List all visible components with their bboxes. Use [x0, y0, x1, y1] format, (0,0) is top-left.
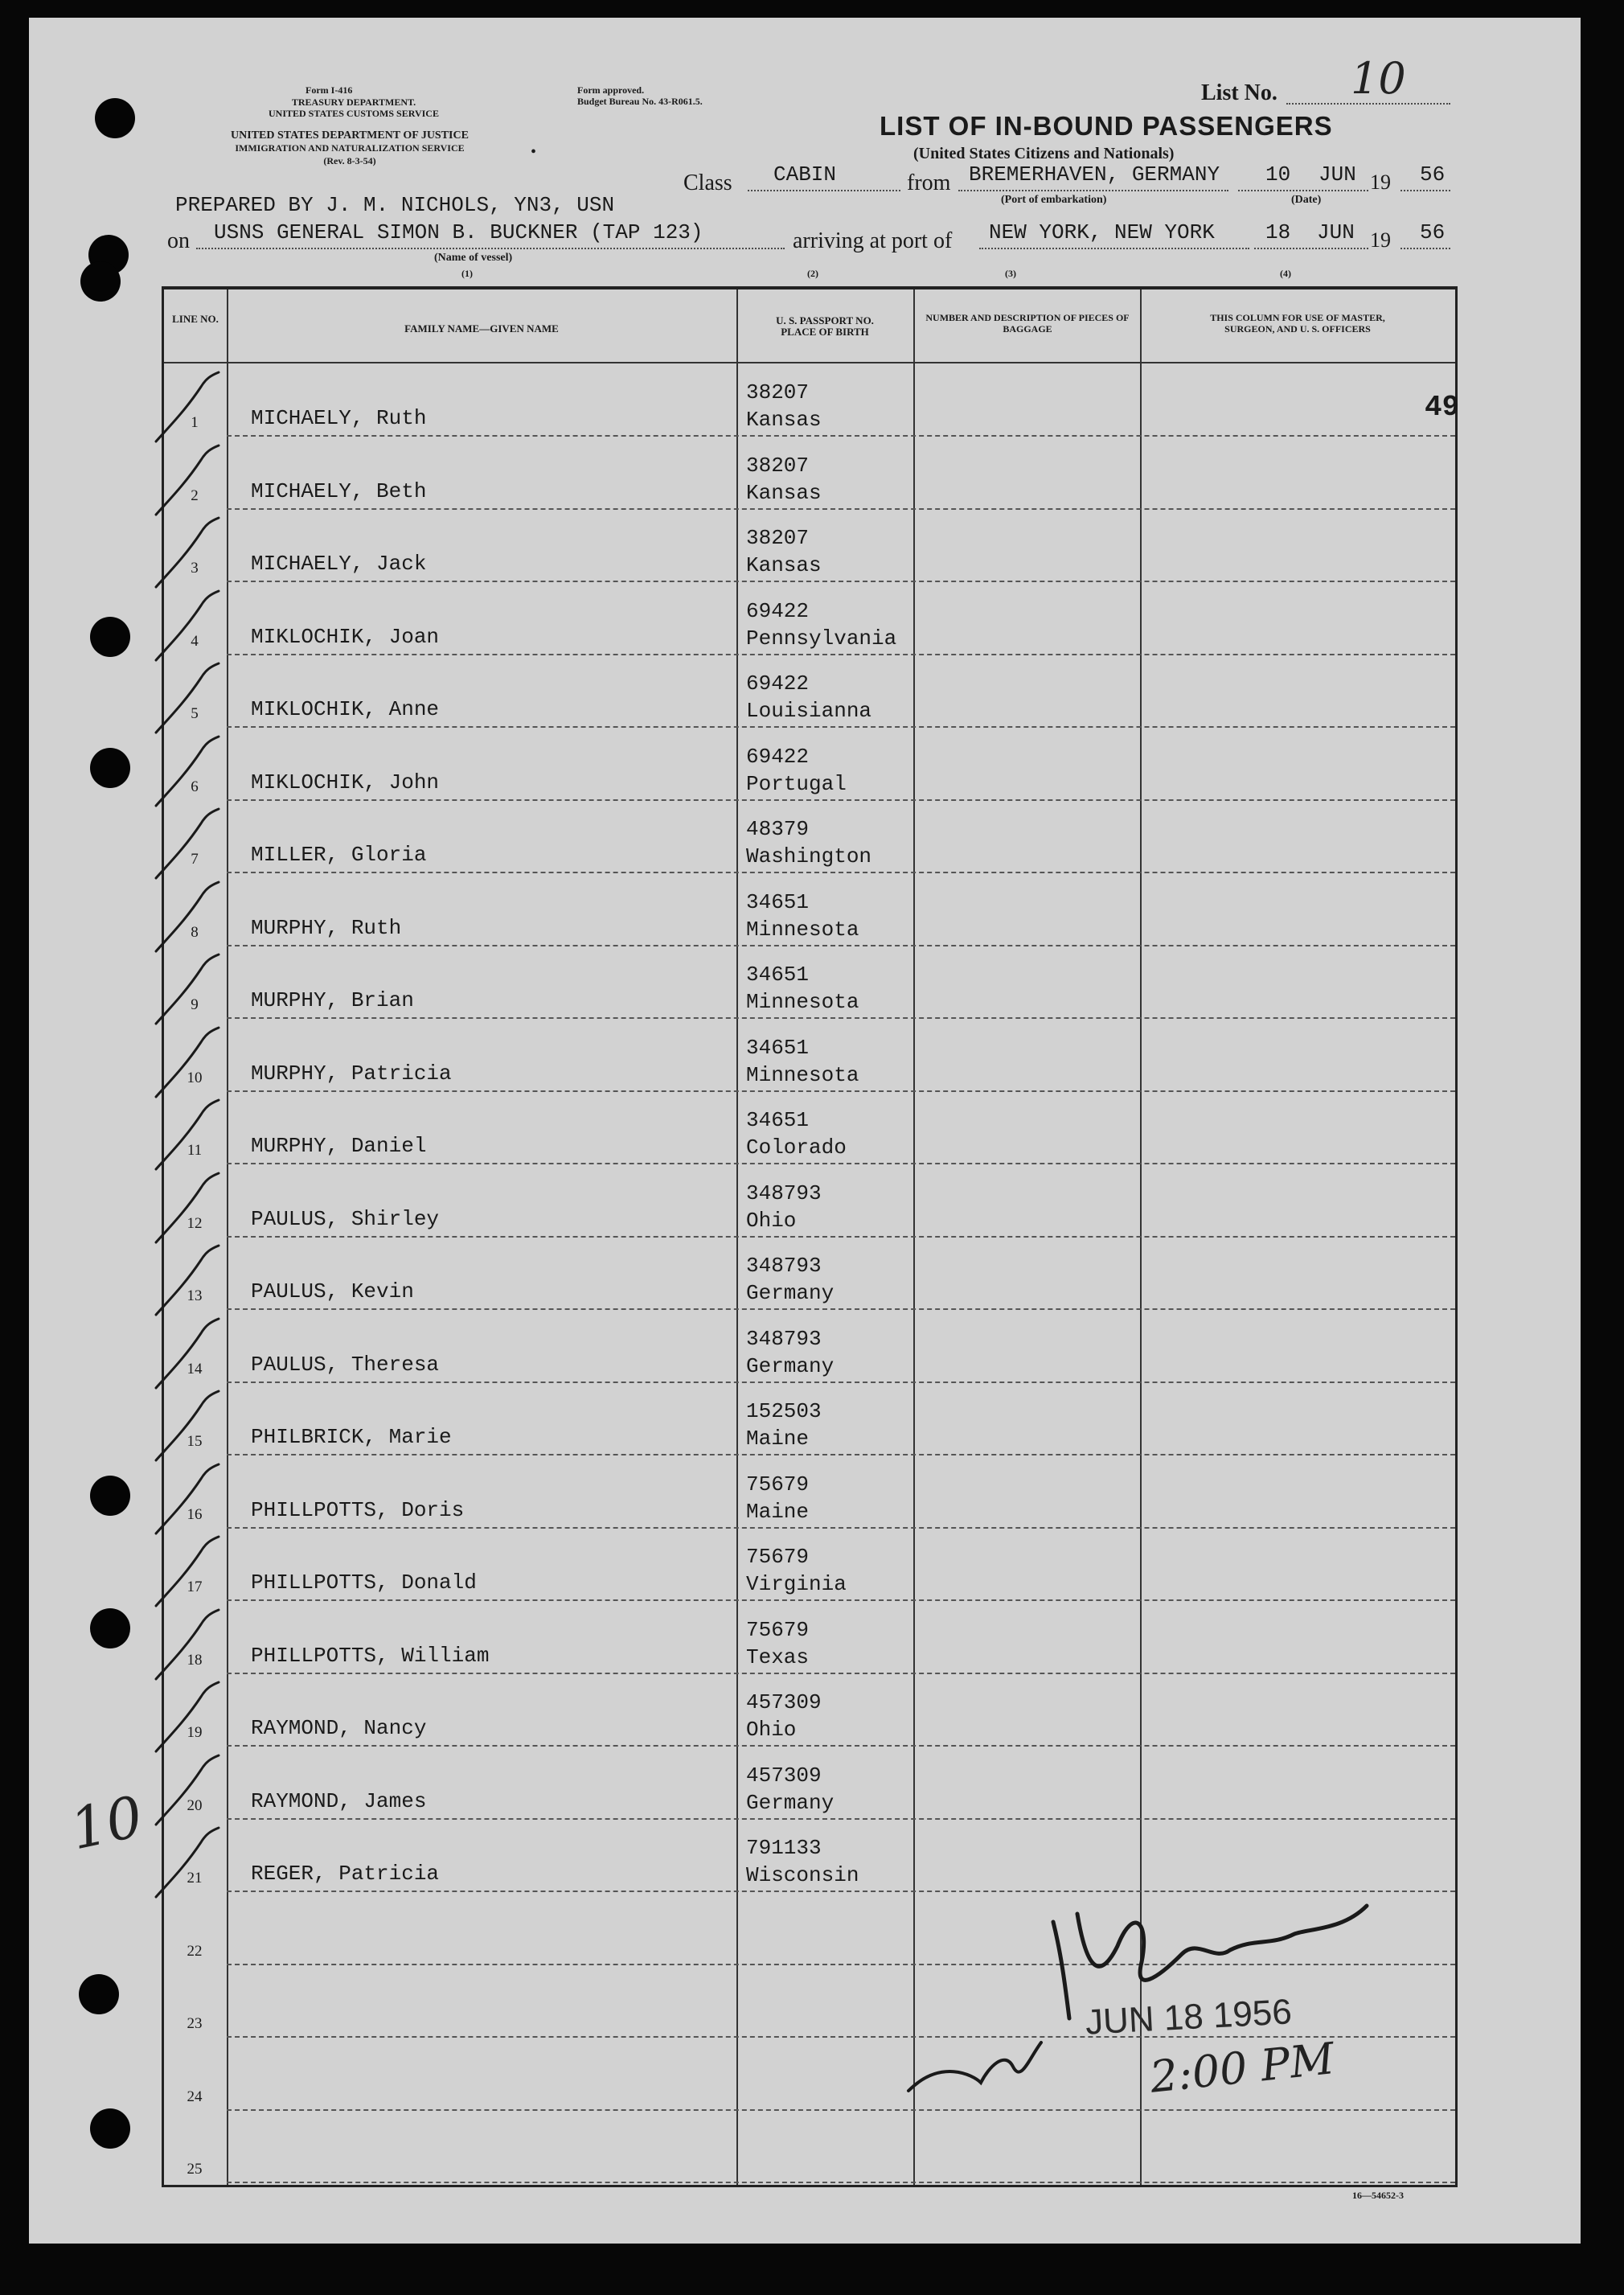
- table-row: [164, 364, 1455, 437]
- column-number-1: (1): [461, 268, 473, 279]
- line-number: 14: [187, 1360, 203, 1377]
- place-of-birth: Minnesota: [746, 990, 859, 1014]
- place-of-birth: Germany: [746, 1353, 835, 1378]
- embarkation-line: [958, 190, 1228, 191]
- header-line-no: LINE NO.: [172, 313, 219, 325]
- table-row: [164, 1165, 1455, 1238]
- line-number: 17: [187, 1579, 203, 1595]
- table-row: [164, 1529, 1455, 1601]
- line-number: 4: [191, 632, 199, 650]
- embarkation-port: BREMERHAVEN, GERMANY: [969, 162, 1220, 187]
- place-of-birth: Maine: [746, 1499, 810, 1524]
- passport-number: 75679: [746, 1617, 810, 1642]
- justice-line: UNITED STATES DEPARTMENT OF JUSTICE: [231, 129, 469, 142]
- passport-number: 69422: [746, 671, 810, 696]
- line-number: 6: [191, 778, 199, 795]
- customs-line: UNITED STATES CUSTOMS SERVICE: [269, 108, 439, 119]
- date-caption: (Date): [1291, 194, 1322, 206]
- passenger-name: PHILBRICK, Marie: [251, 1425, 452, 1449]
- place-of-birth: Ohio: [746, 1718, 797, 1742]
- table-row: [164, 1020, 1455, 1092]
- passenger-name: RAYMOND, James: [251, 1788, 427, 1813]
- table-row: [164, 2111, 1455, 2183]
- line-number: 11: [187, 1142, 203, 1159]
- line-number: 5: [191, 705, 199, 722]
- line-number: 24: [187, 2088, 203, 2105]
- passport-number: 38207: [746, 380, 810, 404]
- line-number: 2: [191, 487, 199, 504]
- place-of-birth: Germany: [746, 1281, 835, 1305]
- header-passport: U. S. PASSPORT NO. PLACE OF BIRTH: [776, 314, 874, 338]
- prepared-by: PREPARED BY J. M. NICHOLS, YN3, USN: [175, 193, 615, 217]
- passport-number: 457309: [746, 1690, 822, 1714]
- place-of-birth: Pennsylvania: [746, 626, 897, 651]
- passenger-name: PHILLPOTTS, William: [251, 1643, 490, 1668]
- line-number: 8: [191, 923, 199, 941]
- place-of-birth: Minnesota: [746, 917, 859, 942]
- passport-number: 34651: [746, 1108, 810, 1132]
- header-officers: THIS COLUMN FOR USE OF MASTER, SURGEON, AND U. S. OFFICERS: [1210, 312, 1385, 335]
- passenger-name: PHILLPOTTS, Doris: [251, 1497, 465, 1522]
- passport-number: 152503: [746, 1399, 822, 1423]
- passport-number: 348793: [746, 1254, 822, 1278]
- passport-number: 791133: [746, 1836, 822, 1860]
- binder-hole: [90, 2108, 130, 2149]
- line-number: 9: [191, 996, 199, 1013]
- table-row: [164, 1747, 1455, 1820]
- place-of-birth: Minnesota: [746, 1062, 859, 1087]
- class-label: Class: [683, 170, 732, 195]
- passenger-name: MURPHY, Ruth: [251, 915, 402, 940]
- passenger-name: PAULUS, Shirley: [251, 1206, 440, 1231]
- class-line: [748, 190, 900, 191]
- passport-number: 69422: [746, 744, 810, 769]
- table-row: [164, 1674, 1455, 1747]
- passport-number: 69422: [746, 598, 810, 623]
- line-number: 25: [187, 2161, 203, 2178]
- place-of-birth: Louisianna: [746, 699, 872, 723]
- column-number-4: (4): [1280, 268, 1291, 279]
- form-approved: Form approved.: [577, 84, 645, 96]
- table-row: [164, 729, 1455, 801]
- place-of-birth: Texas: [746, 1644, 810, 1669]
- arriving-label: arriving at port of: [793, 228, 953, 253]
- treasury-line: TREASURY DEPARTMENT.: [291, 96, 416, 108]
- header-rule: [164, 362, 1455, 363]
- binder-hole: [80, 261, 121, 302]
- binder-hole: [90, 1476, 130, 1516]
- list-number-value: 10: [1351, 53, 1406, 104]
- passport-number: 34651: [746, 889, 810, 914]
- table-row: [164, 1456, 1455, 1529]
- passenger-name: RAYMOND, Nancy: [251, 1716, 427, 1740]
- place-of-birth: Kansas: [746, 553, 822, 577]
- passenger-name: PHILLPOTTS, Donald: [251, 1570, 477, 1595]
- place-of-birth: Colorado: [746, 1135, 847, 1160]
- line-number: 22: [187, 1942, 203, 1960]
- passport-number: 75679: [746, 1545, 810, 1569]
- margin-number: 10: [64, 1783, 149, 1863]
- departure-day: 10: [1265, 162, 1291, 187]
- arrival-year: 56: [1420, 220, 1446, 244]
- table-row: [164, 1092, 1455, 1164]
- passenger-name: MILLER, Gloria: [251, 843, 427, 867]
- passport-number: 48379: [746, 817, 810, 841]
- place-of-birth: Washington: [746, 844, 872, 868]
- place-of-birth: Maine: [746, 1427, 810, 1451]
- passenger-name: MURPHY, Patricia: [251, 1061, 452, 1086]
- row-rule: [227, 2182, 1455, 2183]
- passenger-name: MURPHY, Daniel: [251, 1134, 427, 1158]
- page-title: LIST OF IN-BOUND PASSENGERS: [880, 111, 1333, 141]
- form-number: Form I-416: [306, 84, 353, 96]
- line-number: 12: [187, 1214, 203, 1232]
- line-number: 19: [187, 1724, 203, 1741]
- place-of-birth: Kansas: [746, 408, 822, 432]
- arrival-day: 18: [1265, 220, 1291, 244]
- place-of-birth: Wisconsin: [746, 1863, 859, 1887]
- passenger-name: MICHAELY, Beth: [251, 478, 427, 503]
- embarkation-caption: (Port of embarkation): [1001, 194, 1107, 206]
- table-row: [164, 1311, 1455, 1383]
- line-number: 20: [187, 1796, 203, 1814]
- table-row: [164, 946, 1455, 1019]
- place-of-birth: Germany: [746, 1790, 835, 1815]
- binder-hole: [79, 1974, 119, 2014]
- arrival-date-line: [1254, 248, 1368, 249]
- passport-number: 348793: [746, 1326, 822, 1351]
- passenger-name: REGER, Patricia: [251, 1862, 440, 1886]
- passenger-name: MIKLOCHIK, John: [251, 770, 440, 794]
- table-row: [164, 510, 1455, 582]
- header-name: FAMILY NAME—GIVEN NAME: [404, 322, 559, 335]
- table-row: [164, 874, 1455, 946]
- ins-line: IMMIGRATION AND NATURALIZATION SERVICE: [235, 142, 465, 154]
- passport-number: 38207: [746, 453, 810, 478]
- vessel-name: USNS GENERAL SIMON B. BUCKNER (TAP 123): [214, 220, 703, 244]
- passenger-name: MURPHY, Brian: [251, 988, 414, 1012]
- departure-year: 56: [1420, 162, 1446, 187]
- line-number: 21: [187, 1870, 203, 1886]
- passenger-name: PAULUS, Kevin: [251, 1279, 414, 1304]
- passport-number: 38207: [746, 526, 810, 550]
- passenger-name: MIKLOCHIK, Joan: [251, 624, 440, 649]
- list-number-label: List No.: [1201, 80, 1277, 105]
- table-row: [164, 1383, 1455, 1455]
- class-value: CABIN: [773, 162, 837, 187]
- line-number: 7: [191, 851, 199, 868]
- line-number: 15: [187, 1433, 203, 1450]
- arrival-year-prefix: 19: [1370, 228, 1391, 252]
- table-row: [164, 1602, 1455, 1674]
- dot-mark: •: [531, 143, 537, 161]
- passenger-count: 49: [1425, 391, 1460, 424]
- table-row: [164, 1238, 1455, 1310]
- arrival-year-line: [1400, 248, 1450, 249]
- arrival-port: NEW YORK, NEW YORK: [989, 220, 1215, 244]
- line-number: 10: [187, 1069, 203, 1086]
- table-row: [164, 437, 1455, 510]
- place-of-birth: Portugal: [746, 771, 847, 796]
- passenger-name: MIKLOCHIK, Anne: [251, 697, 440, 721]
- passenger-name: MICHAELY, Jack: [251, 552, 427, 576]
- arrival-port-line: [979, 248, 1249, 249]
- line-number: 16: [187, 1505, 203, 1523]
- footer-code: 16—54652-3: [1352, 2190, 1404, 2201]
- arrival-month: JUN: [1317, 220, 1355, 244]
- place-of-birth: Kansas: [746, 480, 822, 505]
- column-number-3: (3): [1005, 268, 1016, 279]
- binder-hole: [95, 98, 135, 138]
- table-row: [164, 655, 1455, 728]
- vessel-caption: (Name of vessel): [434, 252, 513, 264]
- passport-number: 75679: [746, 1472, 810, 1496]
- from-label: from: [907, 170, 951, 195]
- passenger-name: MICHAELY, Ruth: [251, 406, 427, 430]
- revision-line: (Rev. 8-3-54): [323, 155, 376, 166]
- on-label: on: [167, 228, 190, 253]
- passport-number: 348793: [746, 1180, 822, 1205]
- column-number-2: (2): [807, 268, 818, 279]
- departure-year-line: [1400, 190, 1450, 191]
- vessel-line: [196, 248, 785, 249]
- line-number: 1: [191, 414, 199, 431]
- line-number: 3: [191, 560, 199, 577]
- departure-month: JUN: [1318, 162, 1356, 187]
- passenger-name: PAULUS, Theresa: [251, 1352, 440, 1377]
- binder-hole: [90, 1608, 130, 1648]
- passport-number: 34651: [746, 1035, 810, 1060]
- table-row: [164, 801, 1455, 873]
- passport-number: 457309: [746, 1763, 822, 1788]
- passport-number: 34651: [746, 963, 810, 987]
- line-number: 13: [187, 1287, 203, 1304]
- binder-hole: [90, 617, 130, 657]
- line-number: 23: [187, 2015, 203, 2032]
- binder-hole: [90, 748, 130, 788]
- arrival-stamp: JUN 18 1956: [1084, 1992, 1293, 2043]
- departure-date-line: [1238, 190, 1368, 191]
- line-number: 18: [187, 1651, 203, 1669]
- departure-year-prefix: 19: [1370, 170, 1391, 194]
- page-subtitle: (United States Citizens and Nationals): [913, 145, 1175, 162]
- budget-bureau: Budget Bureau No. 43-R061.5.: [577, 96, 703, 107]
- table-row: [164, 583, 1455, 655]
- place-of-birth: Ohio: [746, 1208, 797, 1233]
- header-baggage: NUMBER AND DESCRIPTION OF PIECES OF BAGGAGE: [925, 312, 1130, 335]
- place-of-birth: Virginia: [746, 1572, 847, 1596]
- arrival-time-note: 2:00 PM: [1147, 2033, 1337, 2103]
